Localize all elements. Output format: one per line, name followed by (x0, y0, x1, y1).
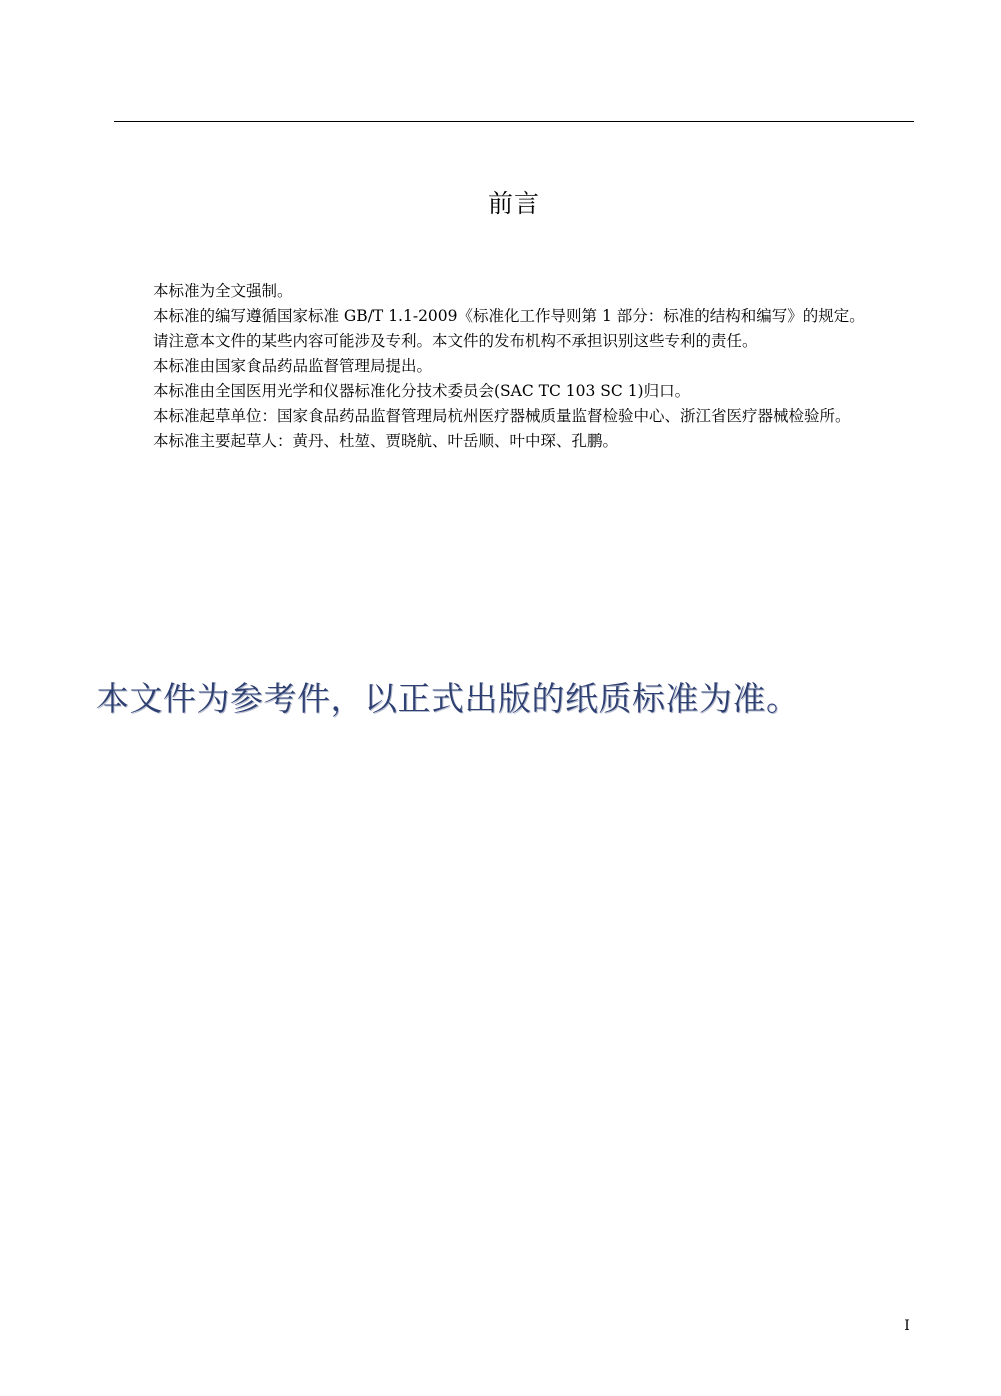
paragraph-drafting-rules: 本标准的编写遵循国家标准 GB/T 1.1-2009《标准化工作导则第 1 部分：标准的结构和编写》的规定。 (153, 307, 865, 325)
paragraph-drafting-units: 本标准起草单位：国家食品药品监督管理局杭州医疗器械质量监督检验中心、浙江省医疗器械检验所。 (153, 407, 851, 425)
paragraph-patent-notice: 请注意本文件的某些内容可能涉及专利。本文件的发布机构不承担识别这些专利的责任。 (153, 332, 758, 350)
page-number: I (904, 1318, 910, 1334)
paragraph-technical-committee: 本标准由全国医用光学和仪器标准化分技术委员会(SAC TC 103 SC 1)归口。 (153, 382, 691, 400)
reference-watermark: 本文件为参考件，以正式出版的纸质标准为准。 (96, 679, 800, 718)
preface-body (117, 279, 914, 454)
header-rule (114, 121, 914, 122)
paragraph-proposer: 本标准由国家食品药品监督管理局提出。 (153, 357, 433, 375)
page-title: 前言 (487, 189, 540, 218)
paragraph-mandatory: 本标准为全文强制。 (153, 282, 293, 300)
paragraph-drafters: 本标准主要起草人：黄丹、杜堃、贾晓航、叶岳顺、叶中琛、孔鹏。 (153, 432, 619, 450)
